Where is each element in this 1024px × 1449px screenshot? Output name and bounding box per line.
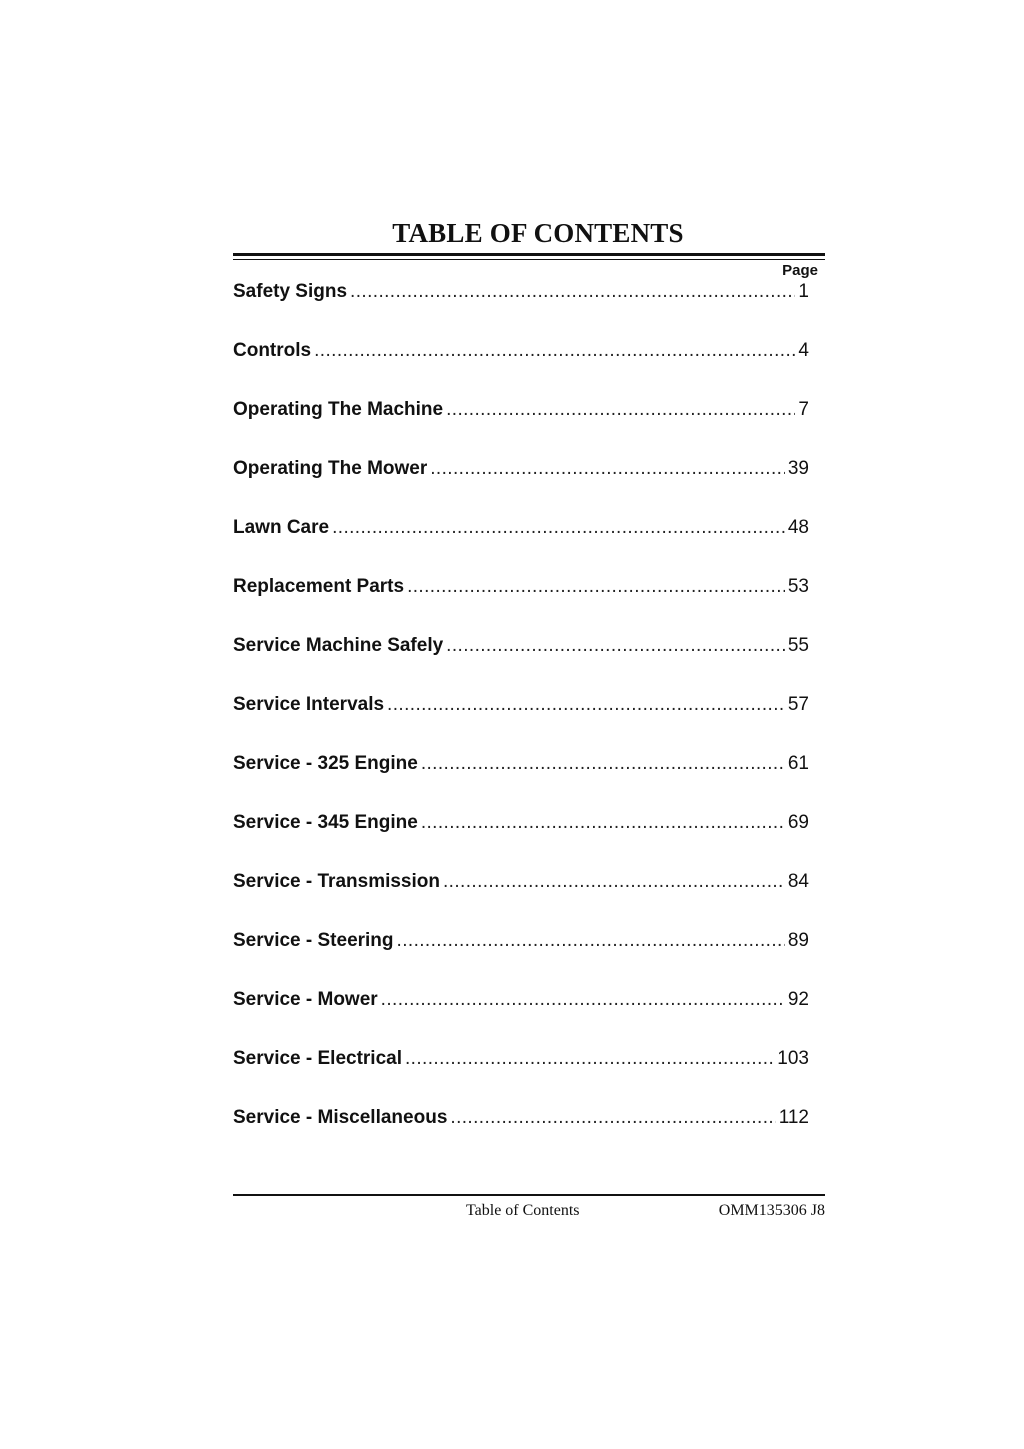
toc-entry-controls[interactable]	[233, 340, 809, 399]
dot-leader	[314, 340, 795, 362]
footer-rule	[233, 1194, 825, 1196]
toc-entry-page: 1	[798, 281, 809, 302]
toc-entry-page: 7	[798, 399, 809, 420]
toc-entry-label: Service - Steering	[233, 930, 394, 951]
dot-leader	[446, 635, 785, 657]
toc-entry-label: Controls	[233, 340, 312, 361]
dot-leader	[407, 576, 785, 598]
dot-leader	[381, 989, 785, 1011]
dot-leader	[421, 753, 785, 775]
toc-entry-label: Operating The Mower	[233, 458, 428, 479]
toc-entry-page: 69	[787, 812, 809, 833]
toc-entry-page: 61	[787, 753, 809, 774]
toc-entry-service-intervals[interactable]	[233, 694, 809, 753]
toc-entry-operating-the-mower[interactable]	[233, 458, 809, 517]
toc-list	[233, 281, 809, 1166]
toc-entry-label: Lawn Care	[233, 517, 330, 538]
toc-entry-page: 112	[778, 1107, 809, 1128]
title-rule-thin	[233, 259, 825, 260]
toc-entry-service-steering[interactable]	[233, 930, 809, 989]
toc-entry-page: 39	[787, 458, 809, 479]
toc-entry-label: Service - Miscellaneous	[233, 1107, 448, 1128]
toc-entry-page: 57	[787, 694, 809, 715]
dot-leader	[405, 1048, 774, 1070]
toc-entry-label: Service - 345 Engine	[233, 812, 418, 833]
toc-entry-page: 103	[777, 1048, 809, 1069]
toc-entry-label: Service - Mower	[233, 989, 378, 1010]
toc-entry-safety-signs[interactable]	[233, 281, 809, 340]
toc-entry-page: 53	[787, 576, 809, 597]
footer-doc-code: OMM135306 J8	[718, 1202, 825, 1219]
dot-leader	[397, 930, 785, 952]
dot-leader	[421, 812, 785, 834]
toc-entry-service-miscellaneous[interactable]	[233, 1107, 809, 1166]
toc-entry-service-325-engine[interactable]	[233, 753, 809, 812]
dot-leader	[332, 517, 785, 539]
dot-leader	[446, 399, 795, 421]
toc-entry-service-transmission[interactable]	[233, 871, 809, 930]
toc-entry-operating-the-machine[interactable]	[233, 399, 809, 458]
toc-entry-page: 55	[787, 635, 809, 656]
dot-leader	[443, 871, 785, 893]
dot-leader	[430, 458, 785, 480]
toc-entry-label: Service Intervals	[233, 694, 385, 715]
toc-entry-page: 84	[787, 871, 809, 892]
title-rule-thick	[233, 253, 825, 256]
page-title: TABLE OF CONTENTS	[392, 218, 684, 248]
toc-entry-service-345-engine[interactable]	[233, 812, 809, 871]
toc-entry-page: 4	[798, 340, 809, 361]
dot-leader	[350, 281, 795, 303]
toc-entry-label: Service - Transmission	[233, 871, 440, 892]
toc-entry-page: 92	[787, 989, 809, 1010]
toc-entry-label: Service Machine Safely	[233, 635, 444, 656]
toc-entry-label: Service - 325 Engine	[233, 753, 418, 774]
document-page	[233, 0, 825, 1449]
toc-entry-service-electrical[interactable]	[233, 1048, 809, 1107]
toc-entry-page: 89	[787, 930, 809, 951]
toc-entry-label: Replacement Parts	[233, 576, 405, 597]
toc-entry-replacement-parts[interactable]	[233, 576, 809, 635]
toc-entry-page: 48	[787, 517, 809, 538]
toc-entry-service-machine-safely[interactable]	[233, 635, 809, 694]
dot-leader	[450, 1107, 775, 1129]
toc-entry-label: Service - Electrical	[233, 1048, 402, 1069]
toc-entry-label: Operating The Machine	[233, 399, 444, 420]
toc-entry-lawn-care[interactable]	[233, 517, 809, 576]
toc-entry-service-mower[interactable]	[233, 989, 809, 1048]
dot-leader	[387, 694, 785, 716]
toc-entry-label: Safety Signs	[233, 281, 348, 302]
page-column-header: Page	[782, 262, 818, 279]
footer-section-title: Table of Contents	[466, 1202, 580, 1219]
